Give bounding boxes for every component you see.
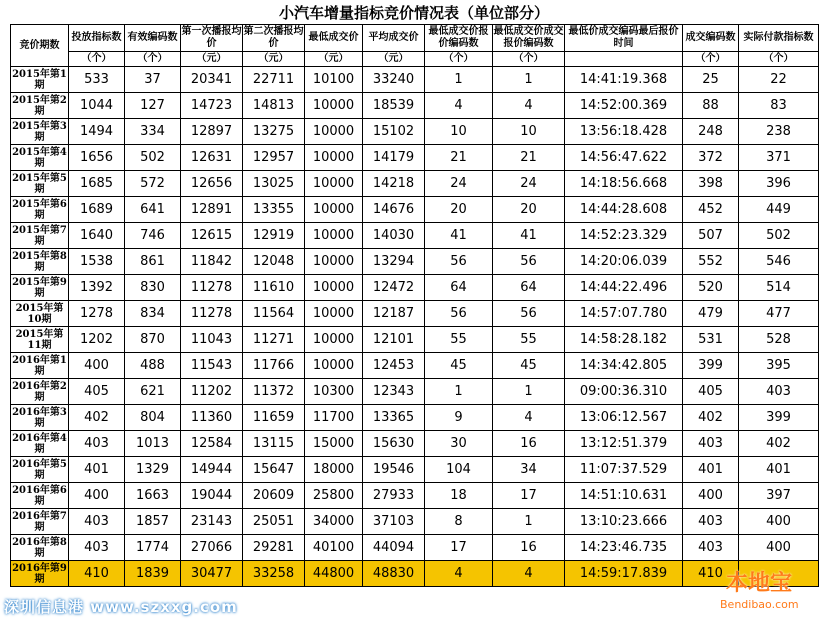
table-cell: 572 bbox=[125, 171, 181, 197]
table-cell: 16 bbox=[493, 431, 565, 457]
table-cell: 12631 bbox=[181, 145, 243, 171]
table-cell: 1774 bbox=[125, 535, 181, 561]
table-cell: 10000 bbox=[305, 171, 363, 197]
period-cell: 2016年第6期 bbox=[12, 484, 67, 507]
table-cell: 1 bbox=[493, 509, 565, 535]
bidding-table bbox=[10, 24, 819, 587]
table-cell: 11543 bbox=[181, 353, 243, 379]
period-cell: 2015年第9期 bbox=[12, 276, 67, 299]
table-cell: 1857 bbox=[125, 509, 181, 535]
table-cell: 12453 bbox=[363, 353, 425, 379]
table-cell: 9 bbox=[425, 405, 493, 431]
unit-cell: （元） bbox=[363, 52, 425, 67]
table-cell: 395 bbox=[739, 353, 819, 379]
table-row bbox=[11, 67, 819, 93]
table-cell: 14:59:17.839 bbox=[565, 561, 683, 587]
table-cell: 1 bbox=[425, 379, 493, 405]
period-cell: 2015年第5期 bbox=[12, 172, 67, 195]
table-cell: 44800 bbox=[305, 561, 363, 587]
table-cell: 399 bbox=[739, 405, 819, 431]
table-cell: 18000 bbox=[305, 457, 363, 483]
unit-cell: （元） bbox=[181, 52, 243, 67]
table-cell: 533 bbox=[69, 67, 125, 93]
table-cell: 10 bbox=[425, 119, 493, 145]
unit-cell bbox=[565, 52, 683, 67]
table-cell: 44094 bbox=[363, 535, 425, 561]
table-cell: 11271 bbox=[243, 327, 305, 353]
table-cell: 804 bbox=[125, 405, 181, 431]
table-cell: 56 bbox=[425, 301, 493, 327]
header-period: 竞价期数 bbox=[11, 25, 69, 67]
table-cell: 14944 bbox=[181, 457, 243, 483]
table-cell: 40100 bbox=[305, 535, 363, 561]
table-cell: 11766 bbox=[243, 353, 305, 379]
period-cell: 2015年第10期 bbox=[11, 301, 69, 327]
table-cell: 34 bbox=[493, 457, 565, 483]
table-cell: 621 bbox=[125, 379, 181, 405]
table-cell: 401 bbox=[739, 457, 819, 483]
table-cell: 30 bbox=[425, 431, 493, 457]
table-cell: 20341 bbox=[181, 67, 243, 93]
table-cell: 502 bbox=[739, 223, 819, 249]
unit-cell: （个） bbox=[425, 52, 493, 67]
table-row bbox=[11, 457, 819, 483]
table-row bbox=[11, 145, 819, 171]
table-cell: 248 bbox=[683, 119, 739, 145]
table-cell: 4 bbox=[493, 93, 565, 119]
period-cell: 2015年第8期 bbox=[12, 250, 67, 273]
table-cell: 18539 bbox=[363, 93, 425, 119]
table-cell: 14:57:07.780 bbox=[565, 301, 683, 327]
table-cell: 25051 bbox=[243, 509, 305, 535]
table-cell: 64 bbox=[493, 275, 565, 301]
table-cell: 1656 bbox=[69, 145, 125, 171]
table-cell: 402 bbox=[683, 405, 739, 431]
table-cell: 400 bbox=[69, 483, 125, 509]
table-cell: 641 bbox=[125, 197, 181, 223]
header-quota: 投放指标数 bbox=[69, 25, 125, 52]
table-cell: 477 bbox=[739, 301, 819, 327]
table-cell: 127 bbox=[125, 93, 181, 119]
unit-cell: （个） bbox=[69, 52, 125, 67]
table-cell: 1044 bbox=[69, 93, 125, 119]
table-cell: 19546 bbox=[363, 457, 425, 483]
table-cell: 238 bbox=[739, 119, 819, 145]
table-cell: 830 bbox=[125, 275, 181, 301]
table-cell: 1278 bbox=[69, 301, 125, 327]
table-cell: 14030 bbox=[363, 223, 425, 249]
table-cell: 4 bbox=[493, 561, 565, 587]
table-cell: 13:10:23.666 bbox=[565, 509, 683, 535]
table-cell: 1 bbox=[425, 67, 493, 93]
table-cell: 14:20:06.039 bbox=[565, 249, 683, 275]
table-cell: 10300 bbox=[305, 379, 363, 405]
table-cell: 14218 bbox=[363, 171, 425, 197]
table-cell: 15630 bbox=[363, 431, 425, 457]
table-cell: 11043 bbox=[181, 327, 243, 353]
watermark-bendibao bbox=[718, 566, 822, 618]
table-cell: 33240 bbox=[363, 67, 425, 93]
unit-row bbox=[11, 52, 819, 67]
table-cell: 14:51:10.631 bbox=[565, 483, 683, 509]
table-cell: 528 bbox=[739, 327, 819, 353]
table-cell: 09:00:36.310 bbox=[565, 379, 683, 405]
table-cell: 502 bbox=[125, 145, 181, 171]
table-cell: 10000 bbox=[305, 301, 363, 327]
table-cell: 14179 bbox=[363, 145, 425, 171]
table-row bbox=[11, 405, 819, 431]
table-cell: 552 bbox=[683, 249, 739, 275]
table-cell: 14:52:23.329 bbox=[565, 223, 683, 249]
table-cell: 4 bbox=[493, 405, 565, 431]
table-cell: 12472 bbox=[363, 275, 425, 301]
table-cell: 17 bbox=[425, 535, 493, 561]
table-cell: 37 bbox=[125, 67, 181, 93]
header-row bbox=[11, 25, 819, 52]
table-cell: 11278 bbox=[181, 275, 243, 301]
table-cell: 14813 bbox=[243, 93, 305, 119]
table-cell: 1494 bbox=[69, 119, 125, 145]
bendibao-logo: 本地宝 bbox=[726, 571, 793, 596]
table-title: 小汽车增量指标竞价情况表（单位部分） bbox=[278, 4, 549, 22]
table-cell: 20 bbox=[425, 197, 493, 223]
table-cell: 56 bbox=[425, 249, 493, 275]
table-row bbox=[11, 353, 819, 379]
period-cell: 2016年第2期 bbox=[12, 380, 67, 403]
table-cell: 11278 bbox=[181, 301, 243, 327]
table-cell: 1329 bbox=[125, 457, 181, 483]
table-cell: 14:44:22.496 bbox=[565, 275, 683, 301]
table-cell: 55 bbox=[493, 327, 565, 353]
table-cell: 13294 bbox=[363, 249, 425, 275]
unit-cell: （个） bbox=[493, 52, 565, 67]
table-cell: 34000 bbox=[305, 509, 363, 535]
period-cell: 2015年第6期 bbox=[12, 198, 67, 221]
table-cell: 15102 bbox=[363, 119, 425, 145]
unit-cell: （个） bbox=[683, 52, 739, 67]
table-cell: 1685 bbox=[69, 171, 125, 197]
table-cell: 546 bbox=[739, 249, 819, 275]
table-cell: 11372 bbox=[243, 379, 305, 405]
table-cell: 45 bbox=[493, 353, 565, 379]
table-cell: 834 bbox=[125, 301, 181, 327]
table-cell: 11610 bbox=[243, 275, 305, 301]
table-cell: 11360 bbox=[181, 405, 243, 431]
table-cell: 449 bbox=[739, 197, 819, 223]
table-cell: 11564 bbox=[243, 301, 305, 327]
table-cell: 10000 bbox=[305, 353, 363, 379]
table-cell: 12919 bbox=[243, 223, 305, 249]
table-cell: 11659 bbox=[243, 405, 305, 431]
table-cell: 14:18:56.668 bbox=[565, 171, 683, 197]
unit-cell: （个） bbox=[125, 52, 181, 67]
header-second-avg: 第二次播报均价 bbox=[243, 25, 305, 52]
header-first-avg: 第一次播报均价 bbox=[181, 25, 243, 52]
table-cell: 22711 bbox=[243, 67, 305, 93]
table-cell: 10000 bbox=[305, 145, 363, 171]
table-cell: 13:56:18.428 bbox=[565, 119, 683, 145]
table-cell: 520 bbox=[683, 275, 739, 301]
period-cell: 2015年第4期 bbox=[12, 146, 67, 169]
table-cell: 29281 bbox=[243, 535, 305, 561]
table-cell: 405 bbox=[683, 379, 739, 405]
table-cell: 4 bbox=[425, 93, 493, 119]
table-cell: 400 bbox=[739, 535, 819, 561]
table-cell: 10000 bbox=[305, 327, 363, 353]
table-cell: 1 bbox=[493, 379, 565, 405]
table-row bbox=[11, 483, 819, 509]
table-cell: 401 bbox=[683, 457, 739, 483]
table-cell: 12584 bbox=[181, 431, 243, 457]
table-cell: 514 bbox=[739, 275, 819, 301]
table-cell: 10000 bbox=[305, 93, 363, 119]
table-cell: 410 bbox=[69, 561, 125, 587]
table-cell: 19044 bbox=[181, 483, 243, 509]
unit-cell: （个） bbox=[739, 52, 819, 67]
period-cell: 2016年第8期 bbox=[12, 536, 67, 559]
table-cell: 21 bbox=[425, 145, 493, 171]
table-cell: 15647 bbox=[243, 457, 305, 483]
table-cell: 10000 bbox=[305, 223, 363, 249]
table-row bbox=[11, 379, 819, 405]
table-cell: 37103 bbox=[363, 509, 425, 535]
period-cell: 2016年第7期 bbox=[12, 510, 67, 533]
table-cell: 400 bbox=[683, 483, 739, 509]
table-cell: 1 bbox=[493, 67, 565, 93]
period-cell: 2016年第4期 bbox=[12, 432, 67, 455]
table-cell: 14:23:46.735 bbox=[565, 535, 683, 561]
table-cell: 10 bbox=[493, 119, 565, 145]
table-cell: 372 bbox=[683, 145, 739, 171]
table-cell: 14:34:42.805 bbox=[565, 353, 683, 379]
header-deal-codes: 成交编码数 bbox=[683, 25, 739, 52]
table-cell: 41 bbox=[493, 223, 565, 249]
header-last-bid-time: 最低价成交编码最后报价时间 bbox=[565, 25, 683, 52]
table-cell: 8 bbox=[425, 509, 493, 535]
table-cell: 14:52:00.369 bbox=[565, 93, 683, 119]
table-row bbox=[11, 509, 819, 535]
table-row bbox=[11, 197, 819, 223]
table-cell: 48830 bbox=[363, 561, 425, 587]
table-cell: 403 bbox=[683, 431, 739, 457]
table-cell: 13:06:12.567 bbox=[565, 405, 683, 431]
table-cell: 14676 bbox=[363, 197, 425, 223]
table-cell: 12957 bbox=[243, 145, 305, 171]
table-cell: 402 bbox=[69, 405, 125, 431]
period-cell: 2016年第5期 bbox=[12, 458, 67, 481]
period-cell: 2015年第3期 bbox=[12, 120, 67, 143]
table-cell: 746 bbox=[125, 223, 181, 249]
period-cell: 2016年第9期 bbox=[12, 562, 67, 585]
table-cell: 861 bbox=[125, 249, 181, 275]
table-cell: 405 bbox=[69, 379, 125, 405]
table-cell: 14:58:28.182 bbox=[565, 327, 683, 353]
table-cell: 41 bbox=[425, 223, 493, 249]
table-cell: 334 bbox=[125, 119, 181, 145]
table-cell: 403 bbox=[69, 431, 125, 457]
table-cell: 371 bbox=[739, 145, 819, 171]
table-row bbox=[11, 119, 819, 145]
table-cell: 1640 bbox=[69, 223, 125, 249]
table-cell: 27066 bbox=[181, 535, 243, 561]
table-cell: 20 bbox=[493, 197, 565, 223]
period-cell: 2015年第1期 bbox=[12, 68, 67, 91]
table-cell: 104 bbox=[425, 457, 493, 483]
table-cell: 64 bbox=[425, 275, 493, 301]
table-cell: 20609 bbox=[243, 483, 305, 509]
header-valid-codes: 有效编码数 bbox=[125, 25, 181, 52]
table-cell: 479 bbox=[683, 301, 739, 327]
table-cell: 1839 bbox=[125, 561, 181, 587]
table-cell: 30477 bbox=[181, 561, 243, 587]
period-cell: 2016年第1期 bbox=[12, 354, 67, 377]
table-cell: 12343 bbox=[363, 379, 425, 405]
period-cell: 2015年第2期 bbox=[12, 94, 67, 117]
table-cell: 33258 bbox=[243, 561, 305, 587]
table-cell: 10100 bbox=[305, 67, 363, 93]
table-cell: 1538 bbox=[69, 249, 125, 275]
table-cell: 56 bbox=[493, 301, 565, 327]
table-cell: 23143 bbox=[181, 509, 243, 535]
table-row bbox=[11, 275, 819, 301]
table-cell: 13275 bbox=[243, 119, 305, 145]
table-cell: 16 bbox=[493, 535, 565, 561]
table-cell: 403 bbox=[69, 535, 125, 561]
table-cell: 11842 bbox=[181, 249, 243, 275]
table-cell: 4 bbox=[425, 561, 493, 587]
table-cell: 531 bbox=[683, 327, 739, 353]
table-cell: 13115 bbox=[243, 431, 305, 457]
table-cell: 10000 bbox=[305, 275, 363, 301]
table-cell: 17 bbox=[493, 483, 565, 509]
header-avg-price: 平均成交价 bbox=[363, 25, 425, 52]
table-cell: 397 bbox=[739, 483, 819, 509]
table-cell: 870 bbox=[125, 327, 181, 353]
table-cell: 12656 bbox=[181, 171, 243, 197]
table-cell: 13025 bbox=[243, 171, 305, 197]
table-cell: 18 bbox=[425, 483, 493, 509]
table-cell: 398 bbox=[683, 171, 739, 197]
table-cell: 55 bbox=[425, 327, 493, 353]
table-cell: 507 bbox=[683, 223, 739, 249]
table-cell: 12048 bbox=[243, 249, 305, 275]
table-cell: 13:12:51.379 bbox=[565, 431, 683, 457]
table-cell: 27933 bbox=[363, 483, 425, 509]
period-cell: 2016年第3期 bbox=[12, 406, 67, 429]
table-cell: 401 bbox=[69, 457, 125, 483]
header-min-price: 最低成交价 bbox=[305, 25, 363, 52]
table-cell: 88 bbox=[683, 93, 739, 119]
table-row bbox=[11, 561, 819, 587]
table-cell: 10000 bbox=[305, 249, 363, 275]
table-cell: 11700 bbox=[305, 405, 363, 431]
table-cell: 10000 bbox=[305, 197, 363, 223]
header-min-bid-codes: 最低成交价报价编码数 bbox=[425, 25, 493, 52]
table-cell: 399 bbox=[683, 353, 739, 379]
table-cell: 402 bbox=[739, 431, 819, 457]
watermark-szxxg: 深圳信息港 www.szxxg.com bbox=[4, 598, 238, 616]
table-cell: 400 bbox=[739, 509, 819, 535]
table-cell: 25 bbox=[683, 67, 739, 93]
table-row bbox=[11, 535, 819, 561]
period-cell: 2015年第7期 bbox=[12, 224, 67, 247]
table-cell: 12187 bbox=[363, 301, 425, 327]
table-row bbox=[11, 223, 819, 249]
table-cell: 10000 bbox=[305, 119, 363, 145]
table-cell: 488 bbox=[125, 353, 181, 379]
bendibao-url: Bendibao.com bbox=[720, 598, 799, 611]
table-cell: 21 bbox=[493, 145, 565, 171]
table-cell: 45 bbox=[425, 353, 493, 379]
table-cell: 14:44:28.608 bbox=[565, 197, 683, 223]
table-cell: 56 bbox=[493, 249, 565, 275]
table-body bbox=[11, 67, 819, 587]
table-cell: 25800 bbox=[305, 483, 363, 509]
header-min-deal-codes: 最低成交价成交报价编码数 bbox=[493, 25, 565, 52]
table-cell: 11:07:37.529 bbox=[565, 457, 683, 483]
table-cell: 24 bbox=[425, 171, 493, 197]
unit-cell: （元） bbox=[305, 52, 363, 67]
table-cell: 24 bbox=[493, 171, 565, 197]
table-cell: 1202 bbox=[69, 327, 125, 353]
table-cell: 403 bbox=[739, 379, 819, 405]
table-cell: 403 bbox=[683, 509, 739, 535]
table-row bbox=[11, 301, 819, 327]
period-cell: 2015年第11期 bbox=[11, 327, 69, 353]
table-cell: 400 bbox=[69, 353, 125, 379]
table-cell: 1689 bbox=[69, 197, 125, 223]
table-cell: 410 bbox=[683, 561, 739, 587]
table-cell: 1013 bbox=[125, 431, 181, 457]
table-cell: 452 bbox=[683, 197, 739, 223]
table-row bbox=[11, 249, 819, 275]
table-cell: 14723 bbox=[181, 93, 243, 119]
table-cell: 1392 bbox=[69, 275, 125, 301]
header-paid-quota: 实际付款指标数 bbox=[739, 25, 819, 52]
table-row bbox=[11, 171, 819, 197]
table-cell: 14:41:19.368 bbox=[565, 67, 683, 93]
table-cell: 12101 bbox=[363, 327, 425, 353]
table-cell: 12891 bbox=[181, 197, 243, 223]
table-cell: 1663 bbox=[125, 483, 181, 509]
unit-cell: （元） bbox=[243, 52, 305, 67]
table-cell: 22 bbox=[739, 67, 819, 93]
table-cell: 403 bbox=[683, 535, 739, 561]
table-cell: 14:56:47.622 bbox=[565, 145, 683, 171]
table-row bbox=[11, 431, 819, 457]
table-cell: 13365 bbox=[363, 405, 425, 431]
table-row bbox=[11, 93, 819, 119]
table-cell: 403 bbox=[69, 509, 125, 535]
table-row bbox=[11, 327, 819, 353]
table-cell: 12897 bbox=[181, 119, 243, 145]
table-cell: 83 bbox=[739, 93, 819, 119]
table-cell: 12615 bbox=[181, 223, 243, 249]
table-cell: 11202 bbox=[181, 379, 243, 405]
table-cell: 396 bbox=[739, 171, 819, 197]
table-cell: 13355 bbox=[243, 197, 305, 223]
table-cell: 15000 bbox=[305, 431, 363, 457]
